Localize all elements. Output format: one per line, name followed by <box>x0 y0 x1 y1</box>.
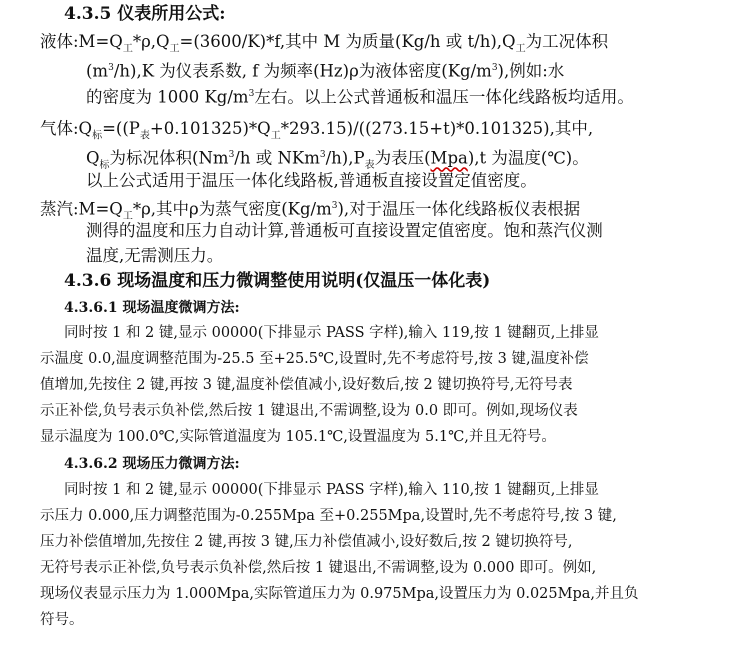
text: =((P <box>102 119 140 138</box>
subscript: 工 <box>169 43 180 55</box>
text: (m <box>86 61 109 81</box>
temp-text-line: 显示温度为 100.0℃,实际管道温度为 105.1℃,设置温度为 5.1℃,并且无符号。 <box>40 429 556 445</box>
subscript: 标 <box>92 130 103 142</box>
spellcheck-word: Mpa <box>430 148 468 168</box>
liquid-formula-line-1 <box>40 31 608 60</box>
subscript: 标 <box>99 159 110 171</box>
gas-formula-line-1 <box>40 118 593 147</box>
text: *293.15)/((273.15+t)*0.101325),其中, <box>280 119 594 138</box>
temp-text-line: 值增加,先按住 2 键,再按 3 键,温度补偿值减小,设好数后,按 2 键切换符号,无符号表 <box>40 377 573 393</box>
steam-formula-line-3: 温度,无需测压力。 <box>86 246 224 265</box>
text: /h),P <box>325 148 365 168</box>
text: 液体:M=Q <box>40 32 123 51</box>
superscript: 3 <box>319 150 326 160</box>
subsection-heading-pressure: 4.3.6.2 现场压力微调方法: <box>64 456 240 472</box>
text: /h),K 为仪表系数, f 为频率(Hz)ρ为液体密度(Kg/m <box>113 61 492 81</box>
liquid-formula-line-2 <box>86 57 564 83</box>
text: *ρ,其中ρ为蒸气密度(Kg/m <box>132 199 332 219</box>
text: =(3600/K)*f,其中 M 为质量(Kg/h 或 t/h),Q <box>179 32 516 51</box>
liquid-formula-line-3 <box>86 83 634 109</box>
pressure-text-line: 无符号表示正补偿,负号表示负补偿,然后按 1 键退出,不需调整,设为 0.000 即可。例如, <box>40 560 597 576</box>
text: +0.101325)*Q <box>149 119 271 138</box>
superscript: 3 <box>331 201 338 211</box>
subsection-heading-temperature: 4.3.6.1 现场温度微调方法: <box>64 300 240 316</box>
temp-text-line: 示温度 0.0,温度调整范围为-25.5 至+25.5℃,设置时,先不考虑符号,按 3 键,温度补偿 <box>40 351 589 367</box>
subscript: 工 <box>122 43 133 55</box>
temp-text-line: 示正补偿,负号表示负补偿,然后按 1 键退出,不需调整,设为 0.0 即可。例如,现场仪表 <box>40 403 578 419</box>
pressure-text-line: 压力补偿值增加,先按住 2 键,再按 3 键,压力补偿值减小,设好数后,按 2 键切换符号, <box>40 534 573 550</box>
text: *ρ,Q <box>132 32 170 51</box>
text: /h 或 NKm <box>234 148 320 168</box>
subscript: 工 <box>270 130 281 142</box>
text: ),例如:水 <box>497 61 565 81</box>
text: ),对于温压一体化线路板仪表根据 <box>337 199 581 219</box>
subscript: 表 <box>364 159 375 171</box>
gas-formula-line-3: 以上公式适用于温压一体化线路板,普通板直接设置定值密度。 <box>86 171 537 190</box>
text: 气体:Q <box>40 119 93 138</box>
superscript: 3 <box>228 150 235 160</box>
text: 为表压( <box>374 148 431 168</box>
text: 蒸汽:M=Q <box>40 199 123 219</box>
text: Q <box>86 148 100 168</box>
text: 为标况体积(Nm <box>109 148 229 168</box>
superscript: 3 <box>248 89 255 99</box>
pressure-text-line: 符号。 <box>40 612 84 628</box>
pressure-text-line: 同时按 1 和 2 键,显示 00000(下排显示 PASS 字样),输入 110,按 1 键翻页,上排显 <box>64 482 599 498</box>
pressure-text-line: 现场仪表显示压力为 1.000Mpa,实际管道压力为 0.975Mpa,设置压力为 0.025Mpa,并且负 <box>40 586 639 602</box>
text: 的密度为 1000 Kg/m <box>86 87 249 107</box>
subscript: 工 <box>122 210 133 222</box>
subscript: 工 <box>515 43 526 55</box>
section-heading-4-3-6: 4.3.6 现场温度和压力微调整使用说明(仅温压一体化表) <box>64 271 491 291</box>
superscript: 3 <box>491 63 498 73</box>
text: ),t 为温度(℃)。 <box>467 148 589 168</box>
subscript: 表 <box>139 130 150 142</box>
text: 为工况体积 <box>525 32 609 51</box>
temp-text-line: 同时按 1 和 2 键,显示 00000(下排显示 PASS 字样),输入 119,按 1 键翻页,上排显 <box>64 325 599 341</box>
text: 左右。以上公式普通板和温压一体化线路板均适用。 <box>254 87 634 107</box>
steam-formula-line-2: 测得的温度和压力自动计算,普通板可直接设置定值密度。饱和蒸汽仪测 <box>86 221 603 240</box>
superscript: 3 <box>108 63 114 73</box>
pressure-text-line: 示压力 0.000,压力调整范围为-0.255Mpa 至+0.255Mpa,设置时,先不考虑符号,按 3 键, <box>40 508 617 524</box>
section-heading-4-3-5: 4.3.5 仪表所用公式: <box>64 4 226 24</box>
